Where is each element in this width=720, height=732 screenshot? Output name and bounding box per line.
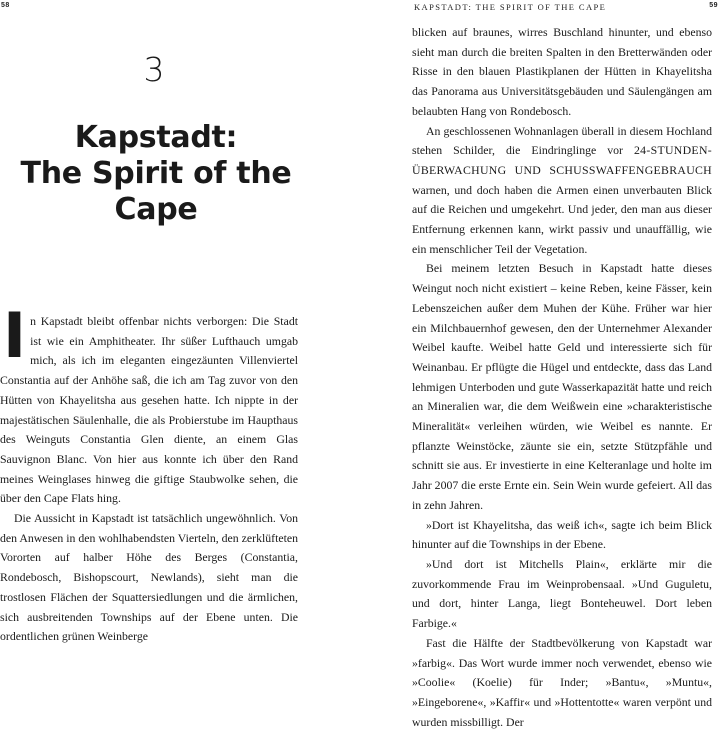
chapter-title-line: Cape	[114, 192, 198, 227]
paragraph: »Und dort ist Mitchells Plain«, erklärte mir die zuvorkommende Frau im Weinprobensaal. »Und Guguletu, und dort, hinter Langa, liegt Bonteheuwel. Dort leben Farbige.«	[412, 556, 712, 631]
paragraph: An geschlossenen Wohnanlagen überall in diesem Hochland stehen Schilder, die Eindringlinge vor 24-STUNDEN-ÜBERWACHUNG UND SCHUSSWAFFENGEBRAUCH warnen, und doch haben die Armen einen unverbauten Blick auf die Reichen und umgekehrt. Und jeder, den man aus dieser Entfernung erkennen kann, wirkt passiv und unauffällig, wie ein menschlicher Teil der Vegetation.	[412, 123, 712, 256]
left-page	[0, 0, 360, 644]
drop-cap: I	[3, 299, 27, 372]
opening-paragraph-text: n Kapstadt bleibt offenbar nichts verborgen: Die Stadt ist wie ein Amphitheater. Ihr süßer Lufthauch umgab mich, als ich im eleganten eingezäunten Villenviertel Constantia auf der Anhöhe saß, die ich am Tag zuvor von den Hütten von Khayelitsha aus gesehen hatte. Ich nippte in der majestätischen Säulenhalle, die als Probierstube im Haupthaus des Weinguts Constantia Glen diente, an einem Glas Sauvignon Blanc. Von hier aus konnte ich über den Rand meines Weinglases hinweg die giftige Staubwolke sehen, die über den Cape Flats hing.	[0, 314, 298, 506]
running-head: KAPSTADT: THE SPIRIT OF THE CAPE	[414, 2, 607, 12]
chapter-title-line: Kapstadt:	[74, 120, 238, 155]
right-page	[360, 0, 720, 729]
paragraph: Bei meinem letzten Besuch in Kapstadt hatte dieses Weingut noch nicht existiert – keine Reben, keine Fässer, kein Lebenszeichen außer dem Muhen der Kühe. Früher war hier ein Milchbauernhof gewesen, den der Unternehmer Alexander Weibel kaufte. Weibel hatte Geld und interessierte sich für Weinanbau. Er pflügte die Hügel und entdeckte, dass das Land lehmigen Unterboden und gute Wasserkapazität hatte und reich an Mineralien war, die dem Weißwein eine »charakteristische Mineralität« verleihen würden, wie Weibel es nannte. Er pflanzte Weinstöcke, zäunte sie ein, setzte Stützpfähle und schnitt sie aus. Er investierte in eine Kelteranlage und holte im Jahr 2007 die erste Ernte ein. Sein Wein wurde gefeiert. All das in zehn Jahren.	[412, 261, 712, 512]
chapter-title-line: The Spirit of the	[20, 156, 292, 191]
paragraph: »Dort ist Khayelitsha, das weiß ich«, sagte ich beim Blick hinunter auf die Townships in der Ebene.	[412, 517, 712, 552]
chapter-title	[14, 120, 298, 228]
chapter-number: 3	[143, 50, 165, 89]
paragraph: Die Aussicht in Kapstadt ist tatsächlich ungewöhnlich. Von den Anwesen in den wohlhabendsten Vierteln, den zerklüfteten Vororten auf halber Höhe des Berges (Constantia, Rondebosch, Bishopscourt, Newlands), sieht man die trostlosen Flächen der Squattersiedlungen und die ärmlichen, sich ausbreitenden Townships auf der Ebene unten. Die ordentlichen grünen Weinberge	[0, 511, 298, 644]
paragraph: blicken auf braunes, wirres Buschland hinunter, und ebenso sieht man durch die breiten Spalten in den Bretterwänden oder Risse in den blauen Plastikplanen der Hütten in Khayelitsha das Panorama aus Universitätsgebäuden und Säulengängen am belaubten Hang von Rondebosch.	[412, 25, 712, 118]
opening-paragraph	[0, 285, 298, 509]
small-caps-warning: 24-STUNDEN-ÜBERWACHUNG UND SCHUSSWAFFENGEBRAUCH	[412, 143, 712, 177]
paragraph: Fast die Hälfte der Stadtbevölkerung von Kapstadt war »farbig«. Das Wort wurde immer noch verwendet, ebenso wie »Coolie« (Koelie) für Inder; »Bantu«, »Muntu«, »Eingeborene«, »Kaffir« und »Hottentotte« waren verpönt und wurden missbilligt. Der	[412, 635, 712, 729]
left-body-text	[0, 285, 298, 647]
right-page-number: 59	[709, 2, 718, 9]
right-body-text	[412, 23, 712, 732]
left-page-number: 58	[1, 2, 10, 9]
